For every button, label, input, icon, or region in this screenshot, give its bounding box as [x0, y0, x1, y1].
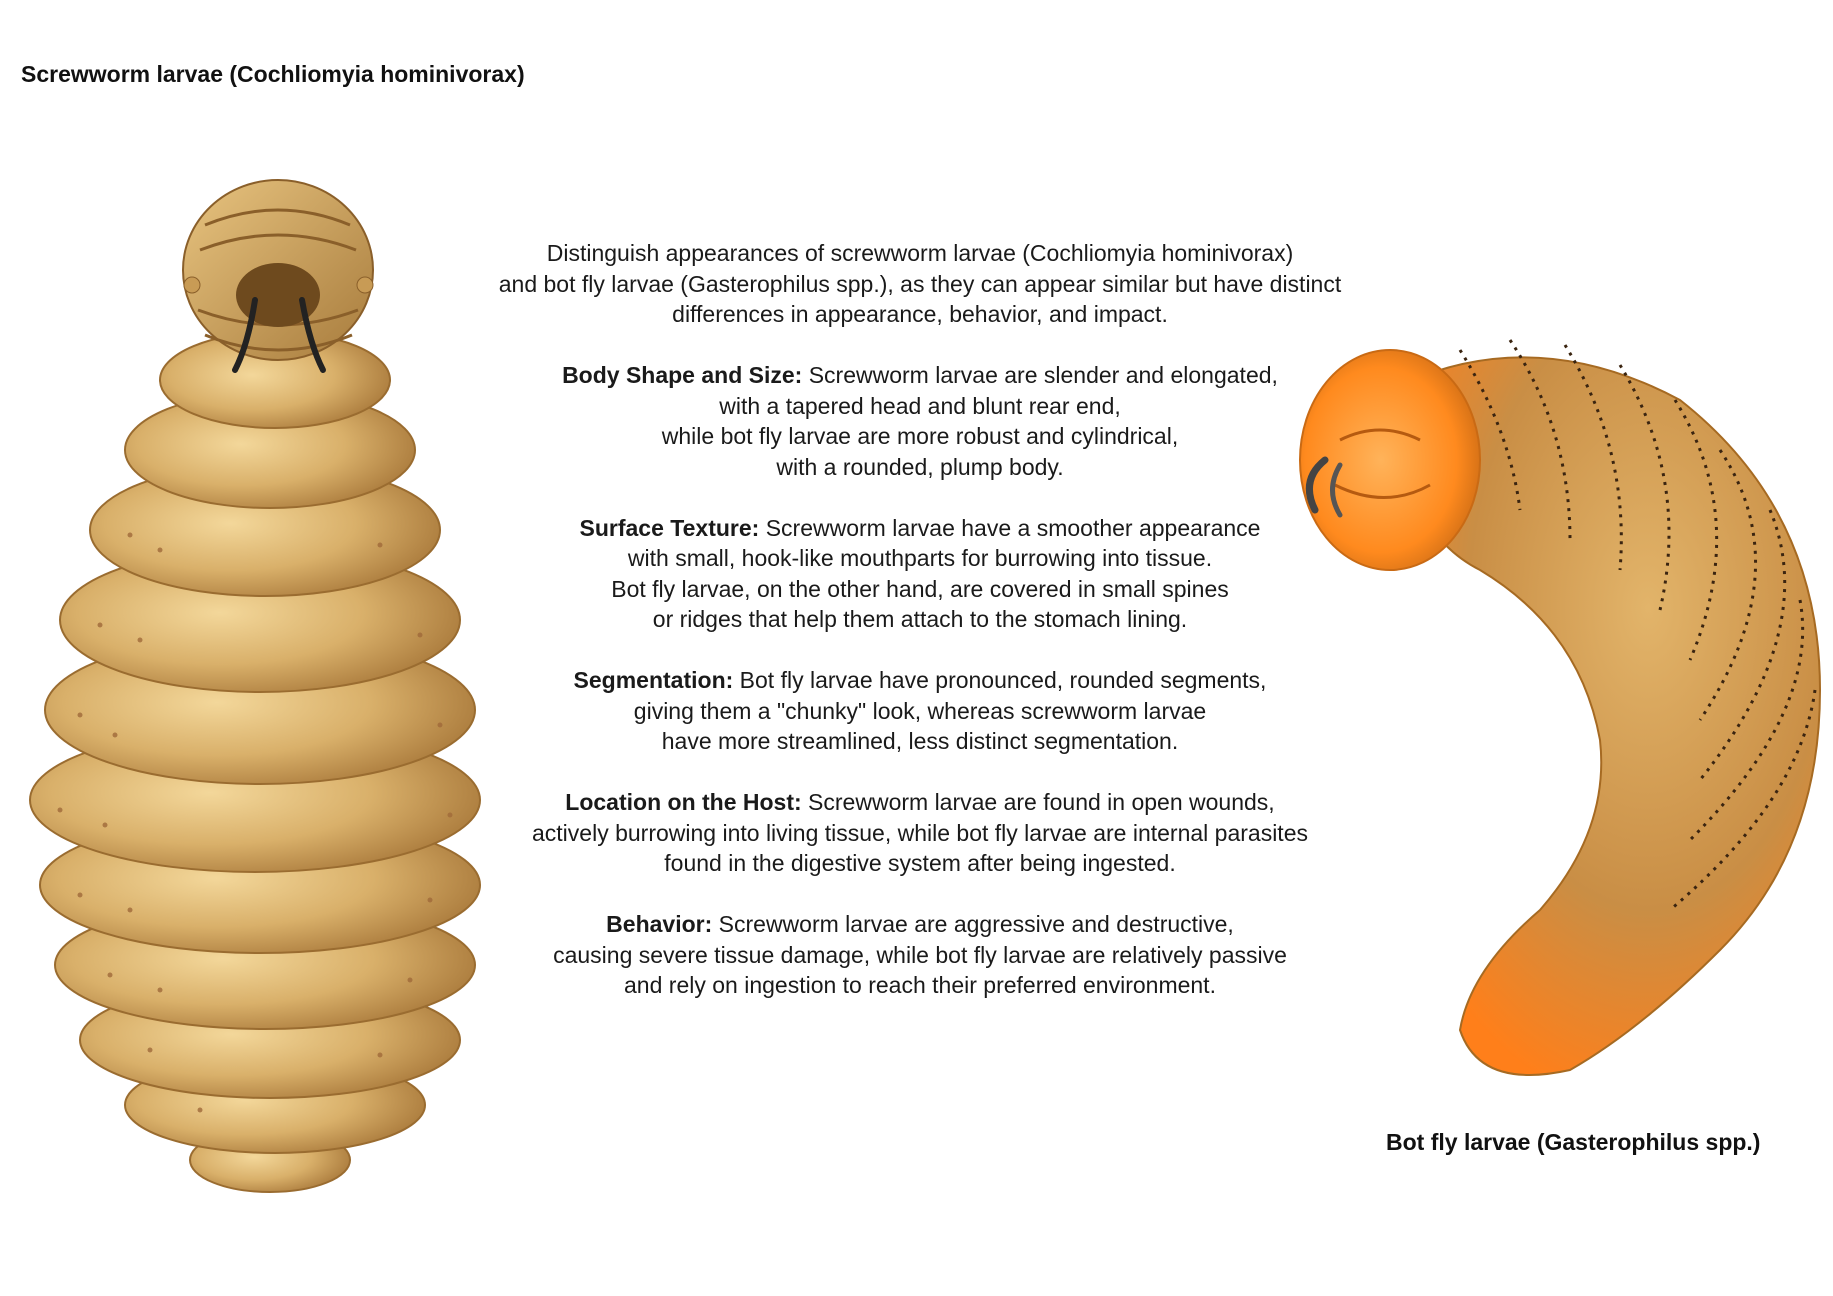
section-text: actively burrowing into living tissue, while bot fly larvae are internal parasites	[532, 819, 1308, 846]
section-text: Screwworm larvae have a smoother appearance	[759, 514, 1261, 541]
section-text: with small, hook-like mouthparts for burrowing into tissue.	[627, 545, 1213, 571]
section-heading: Surface Texture:	[579, 514, 760, 541]
intro-line: and bot fly larvae (Gasterophilus spp.), as they can appear similar but have distinct	[498, 270, 1342, 297]
section-text: found in the digestive system after being ingested.	[664, 850, 1176, 876]
section-location	[440, 787, 1400, 879]
intro-paragraph	[440, 238, 1400, 330]
section-behavior	[440, 909, 1400, 1001]
section-text: causing severe tissue damage, while bot fly larvae are relatively passive	[553, 941, 1287, 968]
section-surface-texture	[440, 513, 1400, 635]
section-heading: Behavior:	[606, 911, 713, 937]
section-text: Bot fly larvae have pronounced, rounded segments,	[733, 667, 1267, 693]
section-text: with a tapered head and blunt rear end,	[719, 392, 1121, 419]
section-text: while bot fly larvae are more robust and cylindrical,	[661, 423, 1179, 449]
intro-line: Distinguish appearances of screwworm larvae (Cochliomyia hominivorax)	[546, 240, 1294, 266]
section-heading: Body Shape and Size:	[562, 362, 803, 388]
section-text: Screwworm larvae are aggressive and destructive,	[712, 911, 1234, 937]
botfly-label: Bot fly larvae (Gasterophilus spp.)	[1386, 1129, 1761, 1155]
section-text: giving them a "chunky" look, whereas screwworm larvae	[633, 697, 1207, 724]
section-body-shape	[440, 360, 1400, 482]
section-text: Bot fly larvae, on the other hand, are covered in small spines	[611, 575, 1229, 602]
section-text: or ridges that help them attach to the stomach lining.	[652, 606, 1188, 632]
section-text: and rely on ingestion to reach their preferred environment.	[624, 972, 1216, 998]
section-segmentation	[440, 665, 1400, 757]
screwworm-label: Screwworm larvae (Cochliomyia hominivorax)	[21, 61, 525, 87]
intro-line: differences in appearance, behavior, and impact.	[672, 301, 1168, 327]
section-heading: Location on the Host:	[565, 789, 802, 815]
botfly-larva-illustration	[1280, 310, 1830, 1090]
section-text: have more streamlined, less distinct segmentation.	[661, 728, 1179, 754]
info-text-block	[440, 238, 1400, 1031]
section-text: with a rounded, plump body.	[776, 453, 1064, 480]
section-heading: Segmentation:	[573, 667, 734, 693]
section-text: Screwworm larvae are slender and elongated,	[802, 362, 1278, 388]
screwworm-larva-illustration	[20, 95, 500, 1215]
section-text: Screwworm larvae are found in open wounds,	[801, 789, 1275, 815]
